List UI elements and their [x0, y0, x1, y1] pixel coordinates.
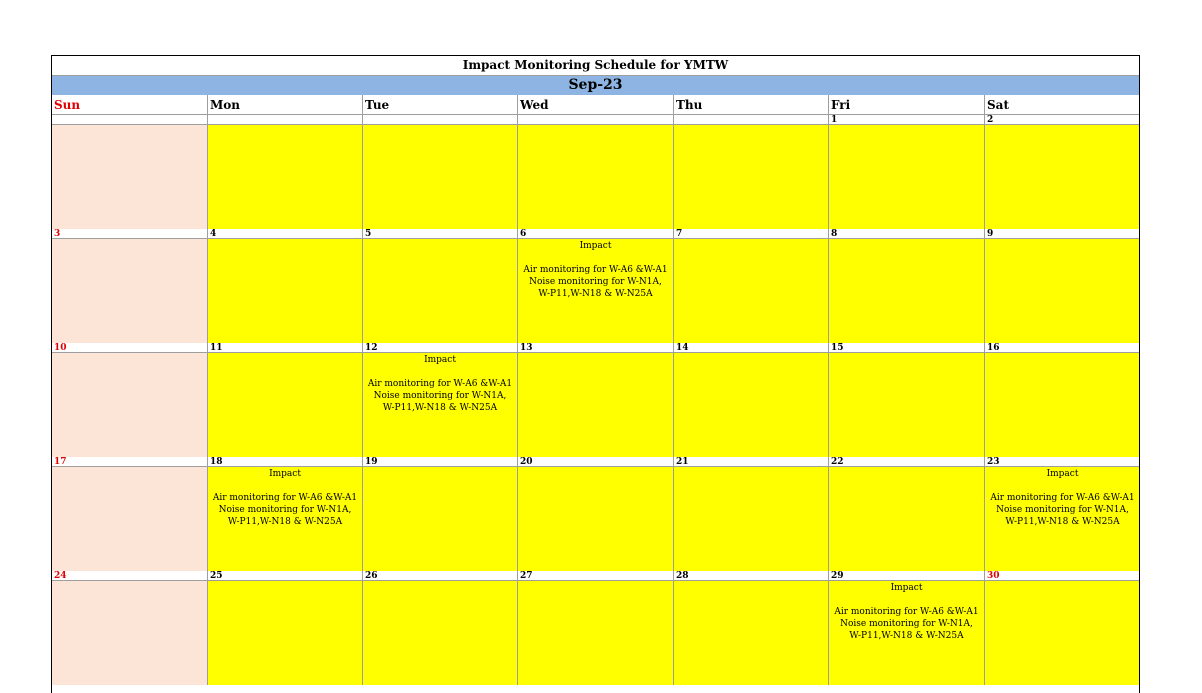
day-cell[interactable]: [674, 581, 829, 685]
day-number: [363, 115, 518, 125]
day-cell[interactable]: [829, 467, 985, 571]
event-title: Impact: [269, 469, 301, 479]
day-cell[interactable]: [829, 125, 985, 229]
event-detail-line: Air monitoring for W-A6 &W-A1: [834, 607, 979, 617]
day-number: 29: [829, 571, 985, 581]
event-detail-line: W-P11,W-N18 & W-N25A: [382, 403, 498, 413]
event-spacer: [985, 480, 1140, 492]
day-number: [674, 115, 829, 125]
day-cell[interactable]: [829, 239, 985, 343]
day-number: 27: [518, 571, 674, 581]
day-number: [52, 115, 208, 125]
event-detail-line: Noise monitoring for W-N1A,: [218, 505, 352, 515]
day-number: 18: [208, 457, 363, 467]
day-number: 6: [518, 229, 674, 239]
event-detail-line: Noise monitoring for W-N1A,: [373, 391, 507, 401]
event-spacer: [829, 594, 984, 606]
day-number: 26: [363, 571, 518, 581]
event-spacer: [518, 252, 673, 264]
day-cell[interactable]: [52, 239, 208, 343]
event-detail-line: W-P11,W-N18 & W-N25A: [849, 631, 964, 641]
day-number: 14: [674, 343, 829, 353]
day-number: 11: [208, 343, 363, 353]
day-cell[interactable]: [208, 125, 363, 229]
day-number: 7: [674, 229, 829, 239]
week-body-row: [52, 239, 1139, 343]
day-cell[interactable]: [518, 467, 674, 571]
day-cell[interactable]: [363, 467, 518, 571]
day-number: 10: [52, 343, 208, 353]
day-cell[interactable]: [363, 353, 518, 457]
day-cell[interactable]: [52, 353, 208, 457]
day-cell[interactable]: [208, 467, 363, 571]
day-number: 1: [829, 115, 985, 125]
day-cell[interactable]: [518, 239, 674, 343]
day-cell[interactable]: [363, 581, 518, 685]
week-body-row: [52, 581, 1139, 685]
event-title: Impact: [424, 355, 456, 365]
event-title: Impact: [579, 241, 612, 251]
day-cell[interactable]: [518, 125, 674, 229]
day-cell[interactable]: [52, 467, 208, 571]
day-number: 13: [518, 343, 674, 353]
day-number: 17: [52, 457, 208, 467]
weekday-wed: Wed: [518, 95, 674, 115]
weekday-fri: Fri: [829, 95, 985, 115]
event-title: Impact: [1046, 469, 1079, 479]
event-detail-line: Noise monitoring for W-N1A,: [840, 619, 973, 629]
event-detail-line: Air monitoring for W-A6 &W-A1: [990, 493, 1135, 503]
day-number: 3: [52, 229, 208, 239]
week-body-row: [52, 125, 1139, 229]
day-cell[interactable]: [518, 353, 674, 457]
week-number-row: [52, 229, 1139, 239]
week-body-row: [52, 353, 1139, 457]
day-number: [518, 115, 674, 125]
calendar-weeks: [52, 115, 1139, 685]
event-detail-line: W-P11,W-N18 & W-N25A: [1005, 517, 1120, 527]
day-cell[interactable]: [52, 125, 208, 229]
event-detail-line: Air monitoring for W-A6 &W-A1: [367, 379, 513, 389]
day-number: 5: [363, 229, 518, 239]
event-spacer: [363, 366, 517, 378]
weekday-sat: Sat: [985, 95, 1140, 115]
day-cell[interactable]: [829, 353, 985, 457]
day-number: 21: [674, 457, 829, 467]
day-cell[interactable]: [985, 125, 1140, 229]
day-number: 2: [985, 115, 1140, 125]
event-detail-line: Air monitoring for W-A6 &W-A1: [212, 493, 358, 503]
event-title: Impact: [890, 583, 923, 593]
event-spacer: [208, 480, 362, 492]
event-detail-line: W-P11,W-N18 & W-N25A: [227, 517, 343, 527]
day-cell[interactable]: [985, 353, 1140, 457]
event-detail-line: Air monitoring for W-A6 &W-A1: [523, 265, 668, 275]
day-number: 15: [829, 343, 985, 353]
day-cell[interactable]: [518, 581, 674, 685]
day-cell[interactable]: [208, 581, 363, 685]
day-cell[interactable]: [363, 239, 518, 343]
day-number: 23: [985, 457, 1140, 467]
week-number-row: [52, 115, 1139, 125]
event-detail-line: W-P11,W-N18 & W-N25A: [538, 289, 653, 299]
day-number: 4: [208, 229, 363, 239]
day-cell[interactable]: [985, 239, 1140, 343]
day-cell[interactable]: [363, 125, 518, 229]
day-cell[interactable]: [674, 467, 829, 571]
day-number: 12: [363, 343, 518, 353]
weekday-sun: Sun: [52, 95, 208, 115]
day-cell[interactable]: [985, 467, 1140, 571]
weekday-header-row: [52, 95, 1139, 115]
day-cell[interactable]: [674, 353, 829, 457]
day-cell[interactable]: [829, 581, 985, 685]
day-cell[interactable]: [208, 239, 363, 343]
day-number: 30: [985, 571, 1140, 581]
week-number-row: [52, 457, 1139, 467]
month-header: Sep-23: [52, 76, 1139, 95]
week-number-row: [52, 343, 1139, 353]
day-number: [208, 115, 363, 125]
day-cell[interactable]: [52, 581, 208, 685]
event-detail-line: Noise monitoring for W-N1A,: [529, 277, 662, 287]
schedule-title: Impact Monitoring Schedule for YMTW: [52, 56, 1139, 76]
weekday-thu: Thu: [674, 95, 829, 115]
week-body-row: [52, 467, 1139, 571]
day-number: 25: [208, 571, 363, 581]
week-number-row: [52, 571, 1139, 581]
event-detail-line: Noise monitoring for W-N1A,: [996, 505, 1129, 515]
day-number: 16: [985, 343, 1140, 353]
day-cell[interactable]: [985, 581, 1140, 685]
day-cell[interactable]: [674, 125, 829, 229]
calendar-sheet: [51, 55, 1140, 693]
weekday-tue: Tue: [363, 95, 518, 115]
day-number: 9: [985, 229, 1140, 239]
day-number: 28: [674, 571, 829, 581]
day-number: 19: [363, 457, 518, 467]
weekday-mon: Mon: [208, 95, 363, 115]
day-cell[interactable]: [674, 239, 829, 343]
day-number: 22: [829, 457, 985, 467]
day-cell[interactable]: [208, 353, 363, 457]
day-number: 24: [52, 571, 208, 581]
day-number: 20: [518, 457, 674, 467]
day-number: 8: [829, 229, 985, 239]
